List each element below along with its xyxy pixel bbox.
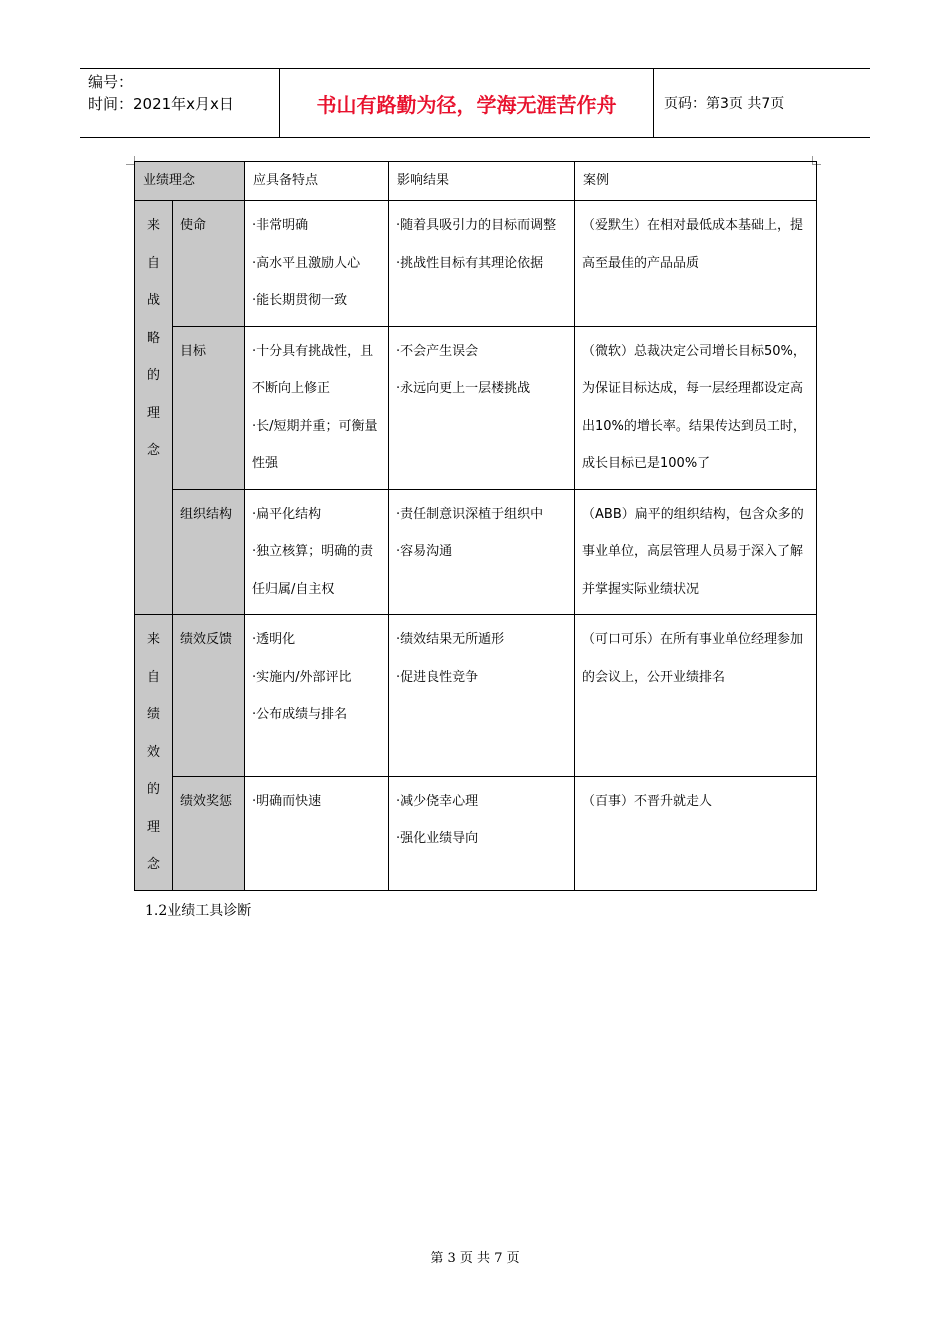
row-features: ·十分具有挑战性，且不断向上修正 ·长/短期并重；可衡量性强: [245, 326, 389, 489]
date-label: 时间：2021年x月x日: [88, 95, 234, 113]
row-name: 使命: [173, 201, 245, 327]
row-case: （ABB）扁平的组织结构，包含众多的事业单位，高层管理人员易于深入了解并掌握实际业绩状况: [575, 489, 817, 615]
row-features: ·明确而快速: [245, 776, 389, 890]
row-name: 目标: [173, 326, 245, 489]
table-row: [135, 201, 817, 327]
number-label: 编号：: [88, 73, 134, 91]
row-case: （爱默生）在相对最低成本基础上，提高至最佳的产品品质: [575, 201, 817, 327]
performance-concept-table: [134, 161, 817, 891]
header-motto: 书山有路勤为径，学海无涯苦作舟: [280, 69, 654, 137]
row-effects: ·不会产生误会 ·永远向更上一层楼挑战: [389, 326, 575, 489]
row-effects: ·减少侥幸心理 ·强化业绩导向: [389, 776, 575, 890]
header-page-label: 页码：第3页 共7页: [664, 96, 785, 112]
row-case: （微软）总裁决定公司增长目标50%，为保证目标达成，每一层经理都设定高出10%的增长率。结果传达到员工时，成长目标已是100%了: [575, 326, 817, 489]
table-row: [135, 615, 817, 777]
row-effects: ·随着具吸引力的目标而调整 ·挑战性目标有其理论依据: [389, 201, 575, 327]
row-features: ·透明化 ·实施内/外部评比 ·公布成绩与排名: [245, 615, 389, 777]
row-case: （百事）不晋升就走人: [575, 776, 817, 890]
row-case: （可口可乐）在所有事业单位经理参加的会议上，公开业绩排名: [575, 615, 817, 777]
header-case: 案例: [575, 162, 817, 201]
table-row: [135, 776, 817, 890]
row-features: ·扁平化结构 ·独立核算；明确的责任归属/自主权: [245, 489, 389, 615]
row-effects: ·责任制意识深植于组织中 ·容易沟通: [389, 489, 575, 615]
group-label-performance: 来 自 绩 效 的 理 念: [135, 615, 173, 891]
header-concept: 业绩理念: [135, 162, 245, 201]
header-features: 应具备特点: [245, 162, 389, 201]
table-header-row: [135, 162, 817, 201]
table-row: [135, 489, 817, 615]
section-title: 1.2业绩工具诊断: [145, 903, 252, 919]
row-name: 绩效奖惩: [173, 776, 245, 890]
group-label-strategy: 来 自 战 略 的 理 念: [135, 201, 173, 615]
row-features: ·非常明确 ·高水平且激励人心 ·能长期贯彻一致: [245, 201, 389, 327]
page-footer: 第 3 页 共 7 页: [430, 1251, 520, 1266]
document-header: [80, 68, 870, 138]
table-row: [135, 326, 817, 489]
row-effects: ·绩效结果无所遁形 ·促进良性竞争: [389, 615, 575, 777]
row-name: 绩效反馈: [173, 615, 245, 777]
header-meta: [80, 69, 280, 137]
row-name: 组织结构: [173, 489, 245, 615]
header-effects: 影响结果: [389, 162, 575, 201]
